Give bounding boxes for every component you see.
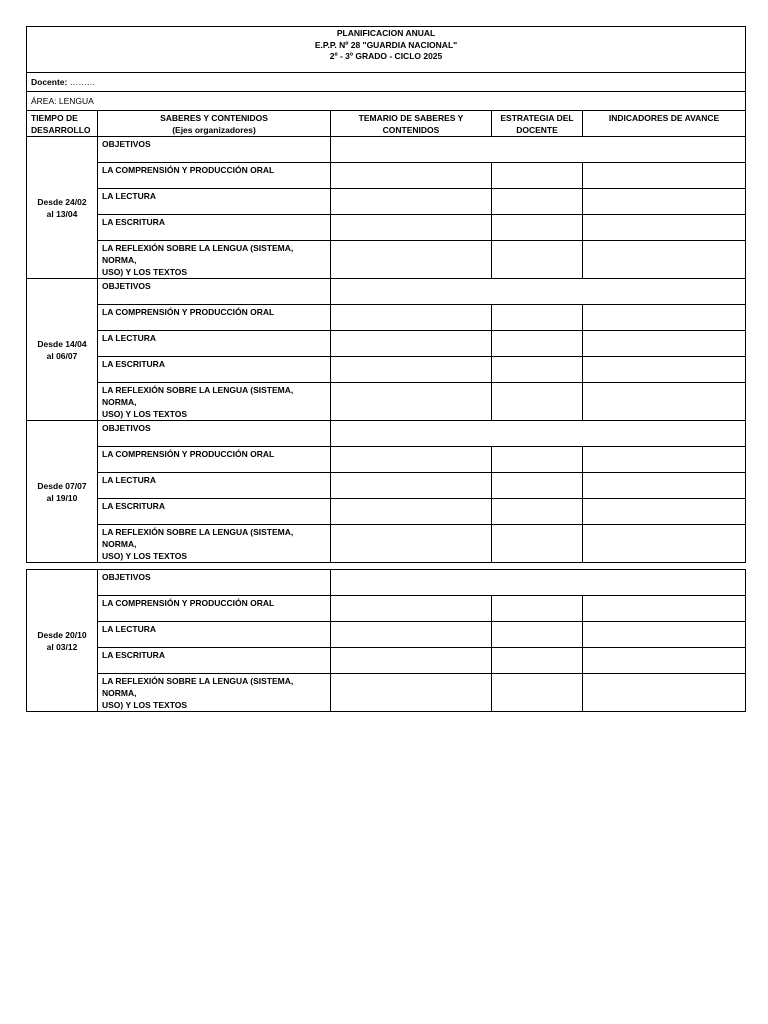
indicadores-cell[interactable] (583, 189, 746, 215)
row-reflexion-line1: LA REFLEXIÓN SOBRE LA LENGUA (SISTEMA, NORMA, (102, 676, 294, 698)
indicadores-cell[interactable] (583, 215, 746, 241)
estrategia-cell[interactable] (492, 189, 583, 215)
period-1-end: al 13/04 (46, 208, 78, 219)
row-escritura: LA ESCRITURA (98, 648, 331, 674)
period-cell-4 (27, 570, 98, 712)
temario-cell[interactable] (331, 163, 492, 189)
period-4-end: al 03/12 (46, 641, 78, 652)
column-header-temario (331, 111, 492, 137)
column-header-estrategia (492, 111, 583, 137)
temario-cell[interactable] (331, 331, 492, 357)
estrategia-cell[interactable] (492, 241, 583, 279)
column-header-indicadores: INDICADORES DE AVANCE (583, 111, 746, 137)
period-cell-3 (27, 421, 98, 563)
estrategia-cell[interactable] (492, 473, 583, 499)
temario-cell[interactable] (331, 499, 492, 525)
row-lectura: LA LECTURA (98, 473, 331, 499)
area-label: ÁREA: LENGUA (27, 92, 746, 111)
temario-cell[interactable] (331, 473, 492, 499)
row-escritura: LA ESCRITURA (98, 499, 331, 525)
row-lectura: LA LECTURA (98, 331, 331, 357)
temario-cell[interactable] (331, 215, 492, 241)
column-header-saberes-line2: (Ejes organizadores) (172, 125, 256, 135)
indicadores-cell[interactable] (583, 383, 746, 421)
title-line-2: E.P.P. Nº 28 "GUARDIA NACIONAL" (314, 39, 458, 50)
temario-cell[interactable] (331, 189, 492, 215)
estrategia-cell[interactable] (492, 622, 583, 648)
docente-label: Docente: (31, 77, 68, 87)
indicadores-cell[interactable] (583, 648, 746, 674)
temario-cell[interactable] (331, 674, 492, 712)
objetivos-input-cell[interactable] (331, 570, 746, 596)
period-3-start: Desde 07/07 (37, 480, 87, 491)
row-objetivos: OBJETIVOS (98, 570, 331, 596)
temario-cell[interactable] (331, 648, 492, 674)
indicadores-cell[interactable] (583, 163, 746, 189)
row-lectura: LA LECTURA (98, 622, 331, 648)
docente-value: ……… (69, 77, 96, 87)
indicadores-cell[interactable] (583, 241, 746, 279)
row-objetivos: OBJETIVOS (98, 421, 331, 447)
row-escritura: LA ESCRITURA (98, 215, 331, 241)
title-line-1: PLANIFICACION ANUAL (336, 28, 436, 38)
column-header-temario-line1: TEMARIO DE SABERES Y (358, 113, 464, 123)
indicadores-cell[interactable] (583, 473, 746, 499)
row-reflexion-line2: USO) Y LOS TEXTOS (102, 551, 188, 561)
temario-cell[interactable] (331, 357, 492, 383)
column-header-tiempo (27, 111, 98, 137)
estrategia-cell[interactable] (492, 525, 583, 563)
period-cell-1 (27, 137, 98, 279)
estrategia-cell[interactable] (492, 674, 583, 712)
row-oral: LA COMPRENSIÓN Y PRODUCCIÓN ORAL (98, 447, 331, 473)
column-header-tiempo-line1: TIEMPO DE (31, 113, 78, 123)
column-header-tiempo-line2: DESARROLLO (31, 125, 91, 135)
indicadores-cell[interactable] (583, 596, 746, 622)
temario-cell[interactable] (331, 383, 492, 421)
column-header-estrategia-line2: DOCENTE (516, 125, 558, 135)
period-4-start: Desde 20/10 (37, 629, 87, 640)
temario-cell[interactable] (331, 305, 492, 331)
row-reflexion (98, 525, 331, 563)
estrategia-cell[interactable] (492, 499, 583, 525)
row-escritura: LA ESCRITURA (98, 357, 331, 383)
period-3-end: al 19/10 (46, 492, 78, 503)
estrategia-cell[interactable] (492, 357, 583, 383)
docente-field[interactable] (27, 73, 746, 92)
period-cell-2 (27, 279, 98, 421)
temario-cell[interactable] (331, 525, 492, 563)
estrategia-cell[interactable] (492, 215, 583, 241)
column-header-saberes (98, 111, 331, 137)
estrategia-cell[interactable] (492, 383, 583, 421)
objetivos-input-cell[interactable] (331, 279, 746, 305)
temario-cell[interactable] (331, 622, 492, 648)
row-lectura: LA LECTURA (98, 189, 331, 215)
temario-cell[interactable] (331, 596, 492, 622)
row-reflexion-line2: USO) Y LOS TEXTOS (102, 267, 188, 277)
row-reflexion-line1: LA REFLEXIÓN SOBRE LA LENGUA (SISTEMA, NORMA, (102, 243, 294, 265)
objetivos-input-cell[interactable] (331, 137, 746, 163)
row-objetivos: OBJETIVOS (98, 279, 331, 305)
indicadores-cell[interactable] (583, 357, 746, 383)
period-2-start: Desde 14/04 (37, 338, 87, 349)
planning-table-continuation (26, 569, 746, 712)
row-objetivos: OBJETIVOS (98, 137, 331, 163)
row-oral: LA COMPRENSIÓN Y PRODUCCIÓN ORAL (98, 305, 331, 331)
column-header-saberes-line1: SABERES Y CONTENIDOS (160, 113, 268, 123)
row-reflexion-line2: USO) Y LOS TEXTOS (102, 409, 188, 419)
row-reflexion (98, 383, 331, 421)
estrategia-cell[interactable] (492, 596, 583, 622)
period-1-start: Desde 24/02 (37, 196, 87, 207)
row-reflexion (98, 674, 331, 712)
row-reflexion-line1: LA REFLEXIÓN SOBRE LA LENGUA (SISTEMA, NORMA, (102, 385, 294, 407)
indicadores-cell[interactable] (583, 447, 746, 473)
temario-cell[interactable] (331, 241, 492, 279)
estrategia-cell[interactable] (492, 305, 583, 331)
indicadores-cell[interactable] (583, 499, 746, 525)
row-reflexion-line2: USO) Y LOS TEXTOS (102, 700, 188, 710)
indicadores-cell[interactable] (583, 331, 746, 357)
row-reflexion-line1: LA REFLEXIÓN SOBRE LA LENGUA (SISTEMA, NORMA, (102, 527, 294, 549)
period-2-end: al 06/07 (46, 350, 78, 361)
row-oral: LA COMPRENSIÓN Y PRODUCCIÓN ORAL (98, 596, 331, 622)
indicadores-cell[interactable] (583, 525, 746, 563)
document-title (27, 27, 746, 73)
indicadores-cell[interactable] (583, 622, 746, 648)
estrategia-cell[interactable] (492, 163, 583, 189)
objetivos-input-cell[interactable] (331, 421, 746, 447)
estrategia-cell[interactable] (492, 331, 583, 357)
column-header-temario-line2: CONTENIDOS (382, 125, 440, 135)
planning-table-main (26, 26, 746, 563)
indicadores-cell[interactable] (583, 305, 746, 331)
title-line-3: 2º - 3º GRADO - CICLO 2025 (329, 51, 443, 61)
row-reflexion (98, 241, 331, 279)
column-header-estrategia-line1: ESTRATEGIA DEL (500, 113, 574, 123)
estrategia-cell[interactable] (492, 447, 583, 473)
temario-cell[interactable] (331, 447, 492, 473)
indicadores-cell[interactable] (583, 674, 746, 712)
row-oral: LA COMPRENSIÓN Y PRODUCCIÓN ORAL (98, 163, 331, 189)
estrategia-cell[interactable] (492, 648, 583, 674)
